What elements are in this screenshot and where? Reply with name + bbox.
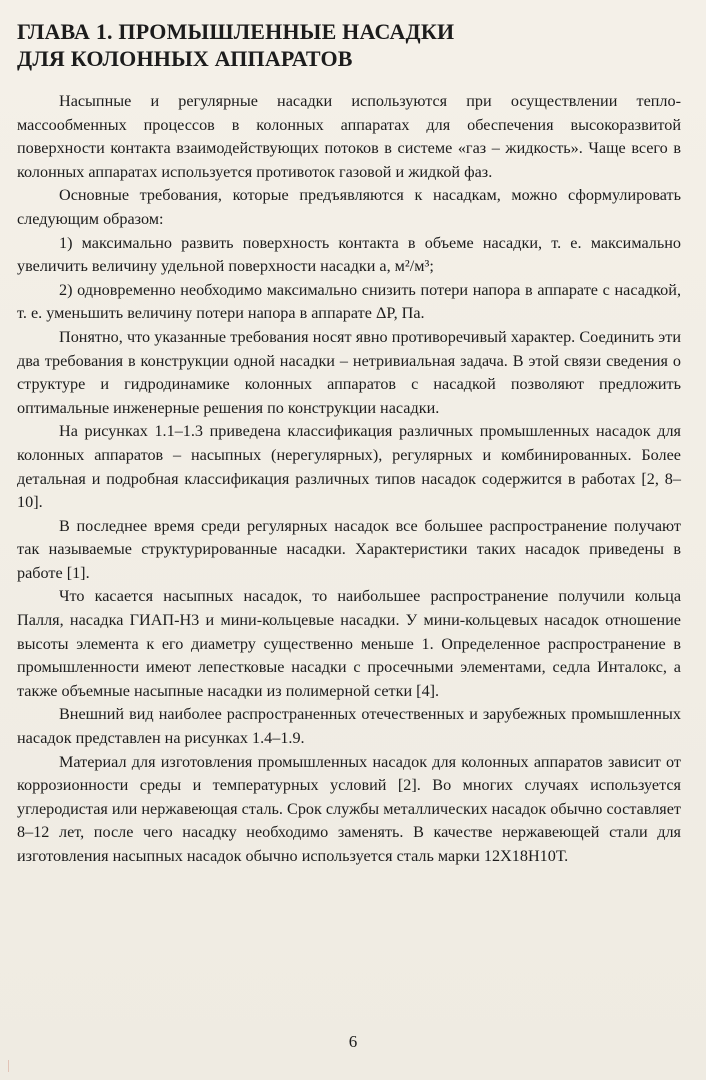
paragraph: Что касается насыпных насадок, то наибольшее распространение получили кольца Палля, насадка ГИАП-Н3 и мини-кольцевые насадки. У мини-кольцевых насадок отношение высоты элемента к его диаметру существенно меньше 1. Определенное распространение в промышленности имеют лепестковые насадки с просечными элементами, седла Инталокс, а также объемные насыпные насадки из полимерной сетки [4].: [17, 587, 681, 700]
chapter-title-line1: ГЛАВА 1. ПРОМЫШЛЕННЫЕ НАСАДКИ: [17, 19, 455, 44]
paragraph: В последнее время среди регулярных насадок все большее распространение получают так называемые структурированные насадки. Характеристики таких насадок приведены в работе [1].: [17, 516, 681, 582]
paragraph: Материал для изготовления промышленных насадок для колонных аппаратов зависит от коррозионности среды и температурных условий [2]. Во многих случаях используется углеродистая или нержавеющая сталь. Срок службы металлических насадок обычно составляет 8–12 лет, после чего насадку необходимо заменять. В качестве нержавеющей стали для изготовления насыпных насадок обычно используется сталь марки 12Х18Н10Т.: [17, 752, 681, 865]
list-item: 2) одновременно необходимо максимально снизить потери напора в аппарате с насадкой, т. е. уменьшить величину потери напора в аппарате ΔP, Па.: [17, 280, 681, 323]
paragraph: Понятно, что указанные требования носят явно противоречивый характер. Соединить эти два требования в конструкции одной насадки – нетривиальная задача. В этой связи сведения о структуре и гидродинамике колонных аппаратов с насадкой позволяют предложить оптимальные инженерные решения по конструкции насадки.: [17, 327, 681, 417]
page-edge-mark: [8, 1060, 15, 1072]
paragraph: Внешний вид наиболее распространенных отечественных и зарубежных промышленных насадок представлен на рисунках 1.4–1.9.: [17, 705, 681, 748]
list-item: 1) максимально развить поверхность контакта в объеме насадки, т. е. максимально увеличить величину удельной поверхности насадки a, м²/м³;: [17, 233, 681, 276]
chapter-title-line2: ДЛЯ КОЛОННЫХ АППАРАТОВ: [17, 46, 353, 71]
page-number: 6: [348, 1032, 358, 1051]
paragraph: Насыпные и регулярные насадки используются при осуществлении тепло-массообменных процессов в колонных аппаратах для обеспечения высокоразвитой поверхности контакта взаимодействующих потоков в системе «газ – жидкость». Чаще всего в колонных аппаратах используется противоток газовой и жидкой фаз.: [17, 92, 681, 181]
body-text: [17, 90, 681, 869]
paragraph: На рисунках 1.1–1.3 приведена классификация различных промышленных насадок для колонных аппаратов – насыпных (нерегулярных), регулярных и комбинированных. Более детальная и подробная классификация различных типов насадок содержится в работах [2, 8–10].: [17, 422, 681, 512]
paragraph: Основные требования, которые предъявляются к насадкам, можно сформулировать следующим образом:: [17, 186, 681, 228]
chapter-title: [17, 18, 677, 72]
